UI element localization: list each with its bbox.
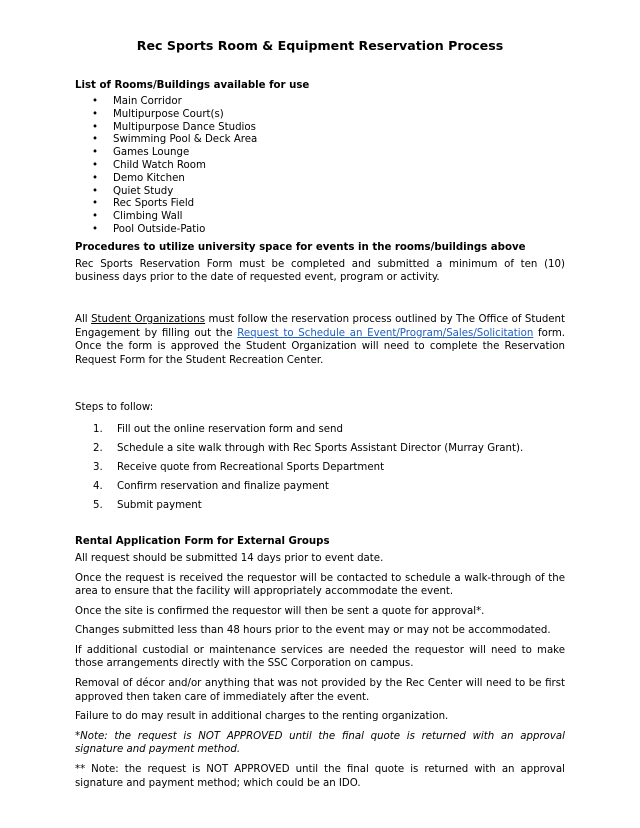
step-number: 1. xyxy=(93,423,103,435)
step-item xyxy=(75,480,565,493)
page-title: Rec Sports Room & Equipment Reservation Process xyxy=(136,38,504,53)
step-text: Confirm reservation and finalize payment xyxy=(117,480,329,492)
step-item xyxy=(75,442,565,455)
room-item: • Quiet Study xyxy=(75,186,565,199)
step-number: 2. xyxy=(93,442,103,454)
room-item: • Pool Outside-Patio xyxy=(75,224,565,237)
rental-paragraph: Once the request is received the requestor will be contacted to schedule a walk-through of the area to ensure that the facility will appropriately accommodate the event. xyxy=(75,572,565,598)
step-text: Fill out the online reservation form and send xyxy=(117,423,343,435)
step-number: 4. xyxy=(93,480,103,492)
text-segment: must follow the reservation process outlined by The Office of Student Engagement by filling out the xyxy=(75,313,566,339)
step-item xyxy=(75,423,565,436)
room-item: • Main Corridor xyxy=(75,96,565,109)
request-to-schedule-link[interactable]: Request to Schedule an Event/Program/Sales/Solicitation xyxy=(237,327,534,339)
rooms-heading: List of Rooms/Buildings available for use xyxy=(75,80,310,91)
step-number: 5. xyxy=(93,499,103,511)
approval-note-italic: *Note: the request is NOT APPROVED until the final quote is returned with an approval signature and payment method. xyxy=(75,730,565,756)
steps-list xyxy=(75,423,565,512)
room-item: • Multipurpose Dance Studios xyxy=(75,122,565,135)
room-item: • Child Watch Room xyxy=(75,160,565,173)
step-text: Receive quote from Recreational Sports Department xyxy=(117,461,385,473)
rental-paragraph: Changes submitted less than 48 hours prior to the event may or may not be accommodated. xyxy=(75,625,551,637)
step-item xyxy=(75,499,565,512)
rental-paragraph: If additional custodial or maintenance services are needed the requestor will need to make those arrangements directly with the SSC Corporation on campus. xyxy=(75,644,565,670)
student-organizations-text: Student Organizations xyxy=(91,313,206,325)
rental-heading: Rental Application Form for External Groups xyxy=(75,535,330,547)
room-item: • Games Lounge xyxy=(75,147,565,160)
text-segment: All xyxy=(75,313,92,325)
step-text: Submit payment xyxy=(117,499,202,511)
room-item: • Swimming Pool & Deck Area xyxy=(75,134,565,147)
room-item: • Demo Kitchen xyxy=(75,173,565,186)
rental-paragraph: Failure to do may result in additional charges to the renting organization. xyxy=(75,711,449,723)
room-item: • Multipurpose Court(s) xyxy=(75,109,565,122)
room-item: • Rec Sports Field xyxy=(75,198,565,211)
rental-paragraph: Removal of décor and/or anything that was not provided by the Rec Center will need to be first approved then taken care of immediately after the event. xyxy=(75,678,565,703)
procedures-paragraph-student-orgs xyxy=(75,313,565,367)
steps-intro: Steps to follow: xyxy=(75,402,154,414)
approval-note: ** Note: the request is NOT APPROVED until the final quote is returned with an approval signature and payment method; which could be an IDO. xyxy=(75,764,565,789)
room-item: • Climbing Wall xyxy=(75,211,565,224)
step-item xyxy=(75,461,565,474)
text-segment: form. Once the form is approved the Student Organization will need to complete the Reservation Request Form for the Student Recreation Center. xyxy=(75,327,565,366)
rooms-list xyxy=(75,96,565,237)
step-text: Schedule a site walk through with Rec Sports Assistant Director (Murray Grant). xyxy=(117,442,524,454)
procedures-paragraph-deadline: Rec Sports Reservation Form must be completed and submitted a minimum of ten (10) business days prior to the date of requested event, program or activity. xyxy=(75,258,565,284)
step-number: 3. xyxy=(93,461,103,473)
procedures-heading: Procedures to utilize university space for events in the rooms/buildings above xyxy=(75,241,526,253)
rental-paragraph: Once the site is confirmed the requestor will then be sent a quote for approval*. xyxy=(75,605,485,617)
rental-paragraph: All request should be submitted 14 days prior to event date. xyxy=(75,552,384,564)
